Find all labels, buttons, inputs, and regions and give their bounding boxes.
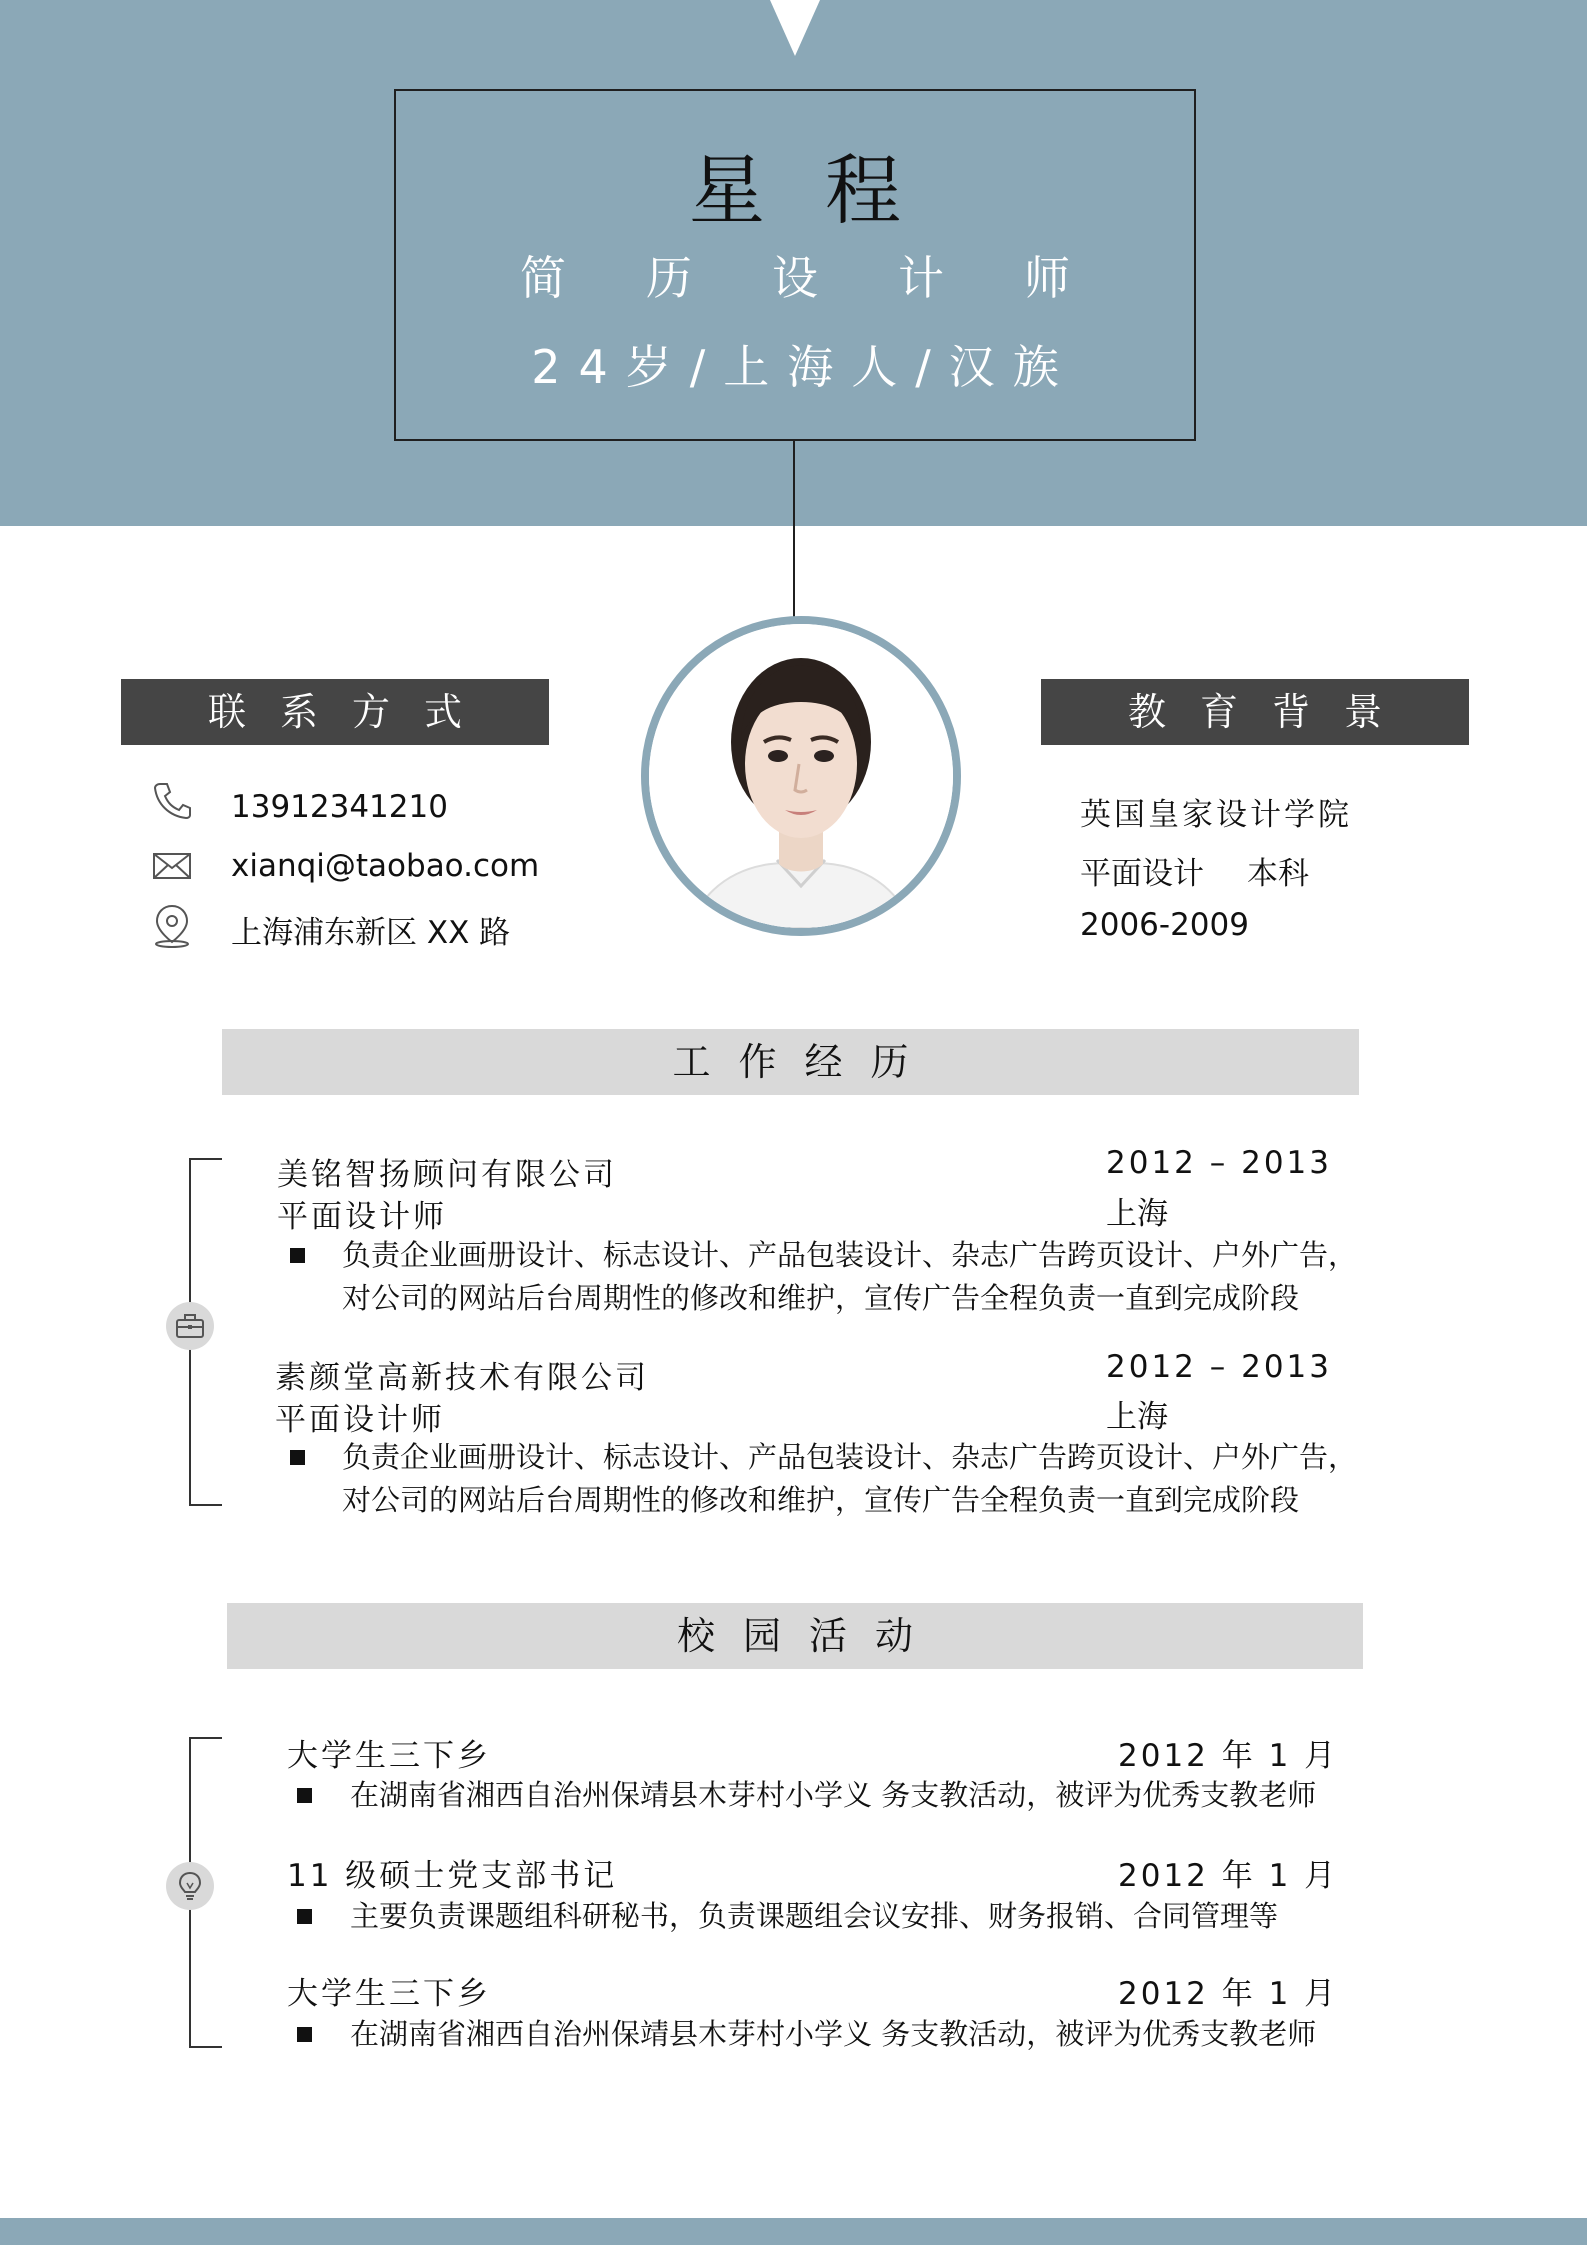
job-dates: 2012 – 2013: [1106, 1145, 1332, 1181]
candidate-name: 星程: [689, 146, 961, 235]
work-heading: 工作经历: [222, 1029, 1359, 1095]
education-years: 2006-2009: [1080, 907, 1249, 943]
activity-title: 大学生三下乡: [287, 1976, 491, 2012]
location-pin-icon: [152, 904, 192, 944]
campus-heading: 校园活动: [227, 1603, 1363, 1669]
activity-description: 在湖南省湘西自治州保靖县木芽村小学义 务支教活动，被评为优秀支教老师: [350, 1778, 1317, 1812]
header-notch: [770, 0, 820, 56]
education-major: 平面设计: [1080, 856, 1204, 892]
email-address: xianqi@taobao.com: [231, 848, 540, 884]
contact-heading: 联系方式: [121, 679, 549, 745]
home-address: 上海浦东新区 XX 路: [231, 915, 511, 951]
education-heading: 教育背景: [1041, 679, 1469, 745]
bullet: [297, 1788, 312, 1803]
bullet: [290, 1248, 305, 1263]
lightbulb-icon: [166, 1862, 214, 1910]
job-dates: 2012 – 2013: [1106, 1349, 1332, 1385]
school-name: 英国皇家设计学院: [1080, 797, 1352, 833]
profile-photo: [641, 616, 961, 936]
activity-description: 在湖南省湘西自治州保靖县木芽村小学义 务支教活动，被评为优秀支教老师: [350, 2017, 1317, 2051]
job-description-line: 负责企业画册设计、标志设计、产品包装设计、杂志广告跨页设计、户外广告，: [342, 1238, 1358, 1272]
activity-date: 2012 年 1 月: [1118, 1976, 1339, 2012]
bullet: [297, 2027, 312, 2042]
personal-info: 24岁/上海人/汉族: [531, 340, 1077, 394]
activity-title: 大学生三下乡: [287, 1738, 491, 1774]
briefcase-icon: [166, 1302, 214, 1350]
activity-date: 2012 年 1 月: [1118, 1738, 1339, 1774]
connector-line: [793, 441, 795, 618]
job-description-line: 负责企业画册设计、标志设计、产品包装设计、杂志广告跨页设计、户外广告，: [342, 1440, 1358, 1474]
activity-description: 主要负责课题组科研秘书，负责课题组会议安排、财务报销、合同管理等: [350, 1899, 1279, 1933]
activity-date: 2012 年 1 月: [1118, 1858, 1339, 1894]
job-description-line: 对公司的网站后台周期性的修改和维护，宣传广告全程负责一直到完成阶段: [342, 1281, 1300, 1315]
phone-icon: [152, 780, 192, 820]
bullet: [297, 1909, 312, 1924]
job-company: 美铭智扬顾问有限公司: [277, 1157, 617, 1193]
portrait-illustration: [649, 624, 953, 928]
job-company: 素颜堂高新技术有限公司: [275, 1360, 649, 1396]
job-role: 平面设计师: [275, 1402, 445, 1438]
mail-icon: [152, 846, 192, 886]
job-location: 上海: [1106, 1196, 1168, 1232]
job-description-line: 对公司的网站后台周期性的修改和维护，宣传广告全程负责一直到完成阶段: [342, 1483, 1300, 1517]
activity-title: 11 级硕士党支部书记: [287, 1858, 618, 1894]
phone-number: 13912341210: [231, 789, 448, 825]
education-degree: 本科: [1247, 856, 1309, 892]
footer-band: [0, 2218, 1587, 2245]
bullet: [290, 1450, 305, 1465]
job-title: 简历设计师: [520, 251, 1150, 305]
job-location: 上海: [1106, 1399, 1168, 1435]
job-role: 平面设计师: [277, 1199, 447, 1235]
